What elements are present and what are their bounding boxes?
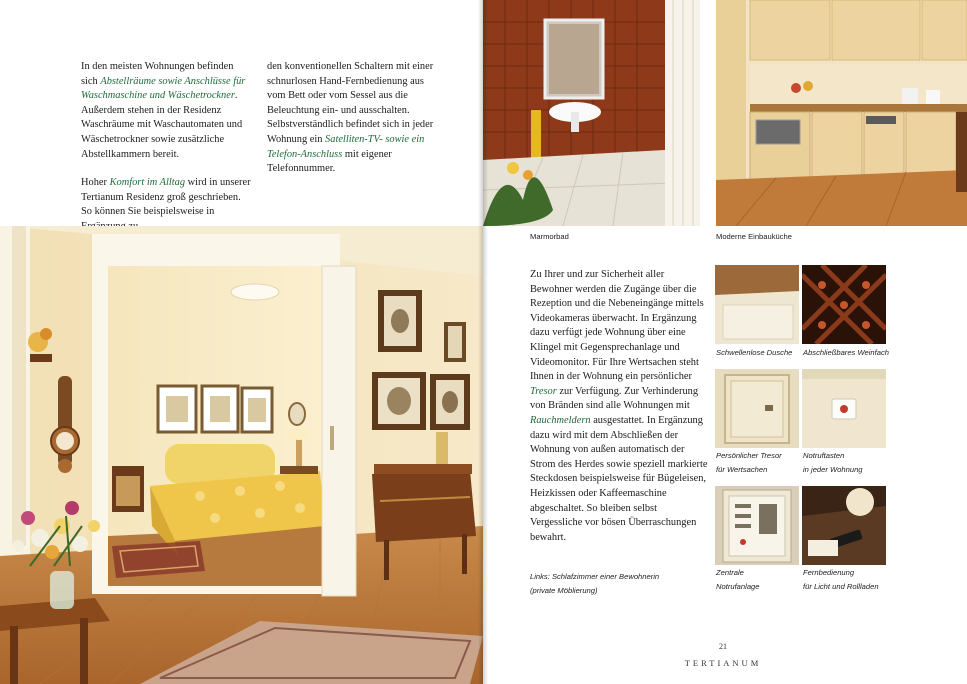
- caption-bedroom-line-1: Links: Schlafzimmer einer Bewohnerin: [530, 572, 660, 581]
- paragraph-switches: [267, 60, 437, 177]
- bedroom-photo: [0, 226, 483, 684]
- safe-illustration: [715, 369, 799, 448]
- text-run: In den meisten Wohnungen befinden sich: [81, 61, 234, 87]
- text-run: den konventionellen Schaltern mit einer schnurlosen Hand-Fernbedienung aus vom Bett oder vom Sessel aus die Beleuchtung ein- und ausschalten. Selbstverständlich befindet sich in jeder Wohnung ein: [267, 61, 434, 145]
- kitchen-illustration: [716, 0, 967, 226]
- caption-emergency: [803, 449, 863, 477]
- page-number: 21: [719, 642, 727, 651]
- caption-wine: Abschließbares Weinfach: [803, 348, 889, 357]
- highlight-safe: Tresor: [530, 385, 557, 397]
- caption-alarm-panel: [716, 566, 759, 594]
- remote-control-illustration: [802, 486, 886, 565]
- highlight-comfort: Komfort im Alltag: [109, 177, 186, 189]
- highlight-tv-phone: Satelliten-TV- sowie ein Telefon-Anschluss: [267, 133, 425, 160]
- caption-emergency-line-1: Notruftasten: [803, 451, 845, 460]
- text-run: Zu Ihrer und zur Sicherheit aller Bewohner werden die Zugänge über die Rezeption und die Nebeneingänge mittels Videokameras überwacht. In Ergänzung dazu verfügt jede Wohnung über eine Klingel mit Gegensprechanlage und Videomonitor. Für Ihre Wertsachen steht Ihnen in der Wohnung ein persönlicher: [530, 269, 704, 383]
- caption-safe: [716, 449, 782, 477]
- right-page: [483, 0, 967, 684]
- caption-panel-line-1: Zentrale: [716, 568, 744, 577]
- highlight-storage: Abstellräume sowie Anschlüsse für Waschmaschine und Wäschetrockner: [81, 75, 246, 102]
- caption-bedroom: [530, 570, 700, 598]
- left-page: [0, 0, 483, 684]
- caption-safe-line-2: für Wertsachen: [716, 465, 768, 474]
- paragraph-storage: [81, 60, 251, 162]
- bathroom-photo: [483, 0, 700, 226]
- text-run: mit eigener Telefonnummer.: [267, 148, 392, 175]
- caption-emergency-line-2: in jeder Wohnung: [803, 465, 863, 474]
- caption-shower: Schwellenlose Dusche: [716, 348, 793, 357]
- text-run: wird in unserer Tertianum Residenz groß geschrieben. So können Sie beispielsweise in: [81, 177, 251, 218]
- brand-wordmark: TERTIANUM: [684, 658, 762, 668]
- caption-remote-line-2: für Licht und Rollladen: [803, 582, 879, 591]
- alarm-panel-photo: [715, 486, 799, 565]
- bedroom-illustration: [0, 226, 483, 684]
- text-run: ausgestattet. In Ergänzung dazu wird mit dem Abschließen der Wohnung von außen automatisch der Strom des Herdes sowie speziell markierte Steckdosen beispielsweise für Bügeleisen, Heizkissen oder Kaffeemaschine abgeschaltet. So bleiben selbst Vergessliche vor bösen Überraschungen bewahrt.: [530, 414, 708, 543]
- caption-bathroom: Marmorbad: [530, 232, 569, 241]
- left-text-column-2: [267, 60, 437, 191]
- caption-remote-line-1: Fernbedienung: [803, 568, 855, 577]
- emergency-button-illustration: [802, 369, 886, 448]
- text-run: . Außerdem stehen in der Residenz Waschräume mit Waschautomaten und Wäschetrockner sowie zusätzliche Abstellkammern bereit.: [81, 90, 243, 160]
- alarm-panel-illustration: [715, 486, 799, 565]
- highlight-smoke-detectors: Rauchmeldern: [530, 414, 591, 426]
- right-text-column: [530, 268, 708, 559]
- left-text-column-1: [81, 60, 251, 249]
- paragraph-security: [530, 268, 708, 545]
- wine-rack-photo: [802, 265, 886, 344]
- caption-kitchen: Moderne Einbauküche: [716, 232, 792, 241]
- caption-bedroom-line-2: (private Möblierung): [530, 586, 598, 595]
- shower-illustration: [715, 265, 799, 344]
- caption-safe-line-1: Persönlicher Tresor: [716, 451, 782, 460]
- caption-remote: [803, 566, 879, 594]
- emergency-button-photo: [802, 369, 886, 448]
- safe-photo: [715, 369, 799, 448]
- bathroom-illustration: [483, 0, 700, 226]
- remote-control-photo: [802, 486, 886, 565]
- shower-photo: [715, 265, 799, 344]
- text-run: Hoher: [81, 177, 110, 189]
- caption-panel-line-2: Notrufanlage: [716, 582, 760, 591]
- wine-rack-illustration: [802, 265, 886, 344]
- text-run: zur Verfügung. Zur Verhinderung von Bränden sind alle Wohnungen mit: [530, 385, 699, 412]
- kitchen-photo: [716, 0, 967, 226]
